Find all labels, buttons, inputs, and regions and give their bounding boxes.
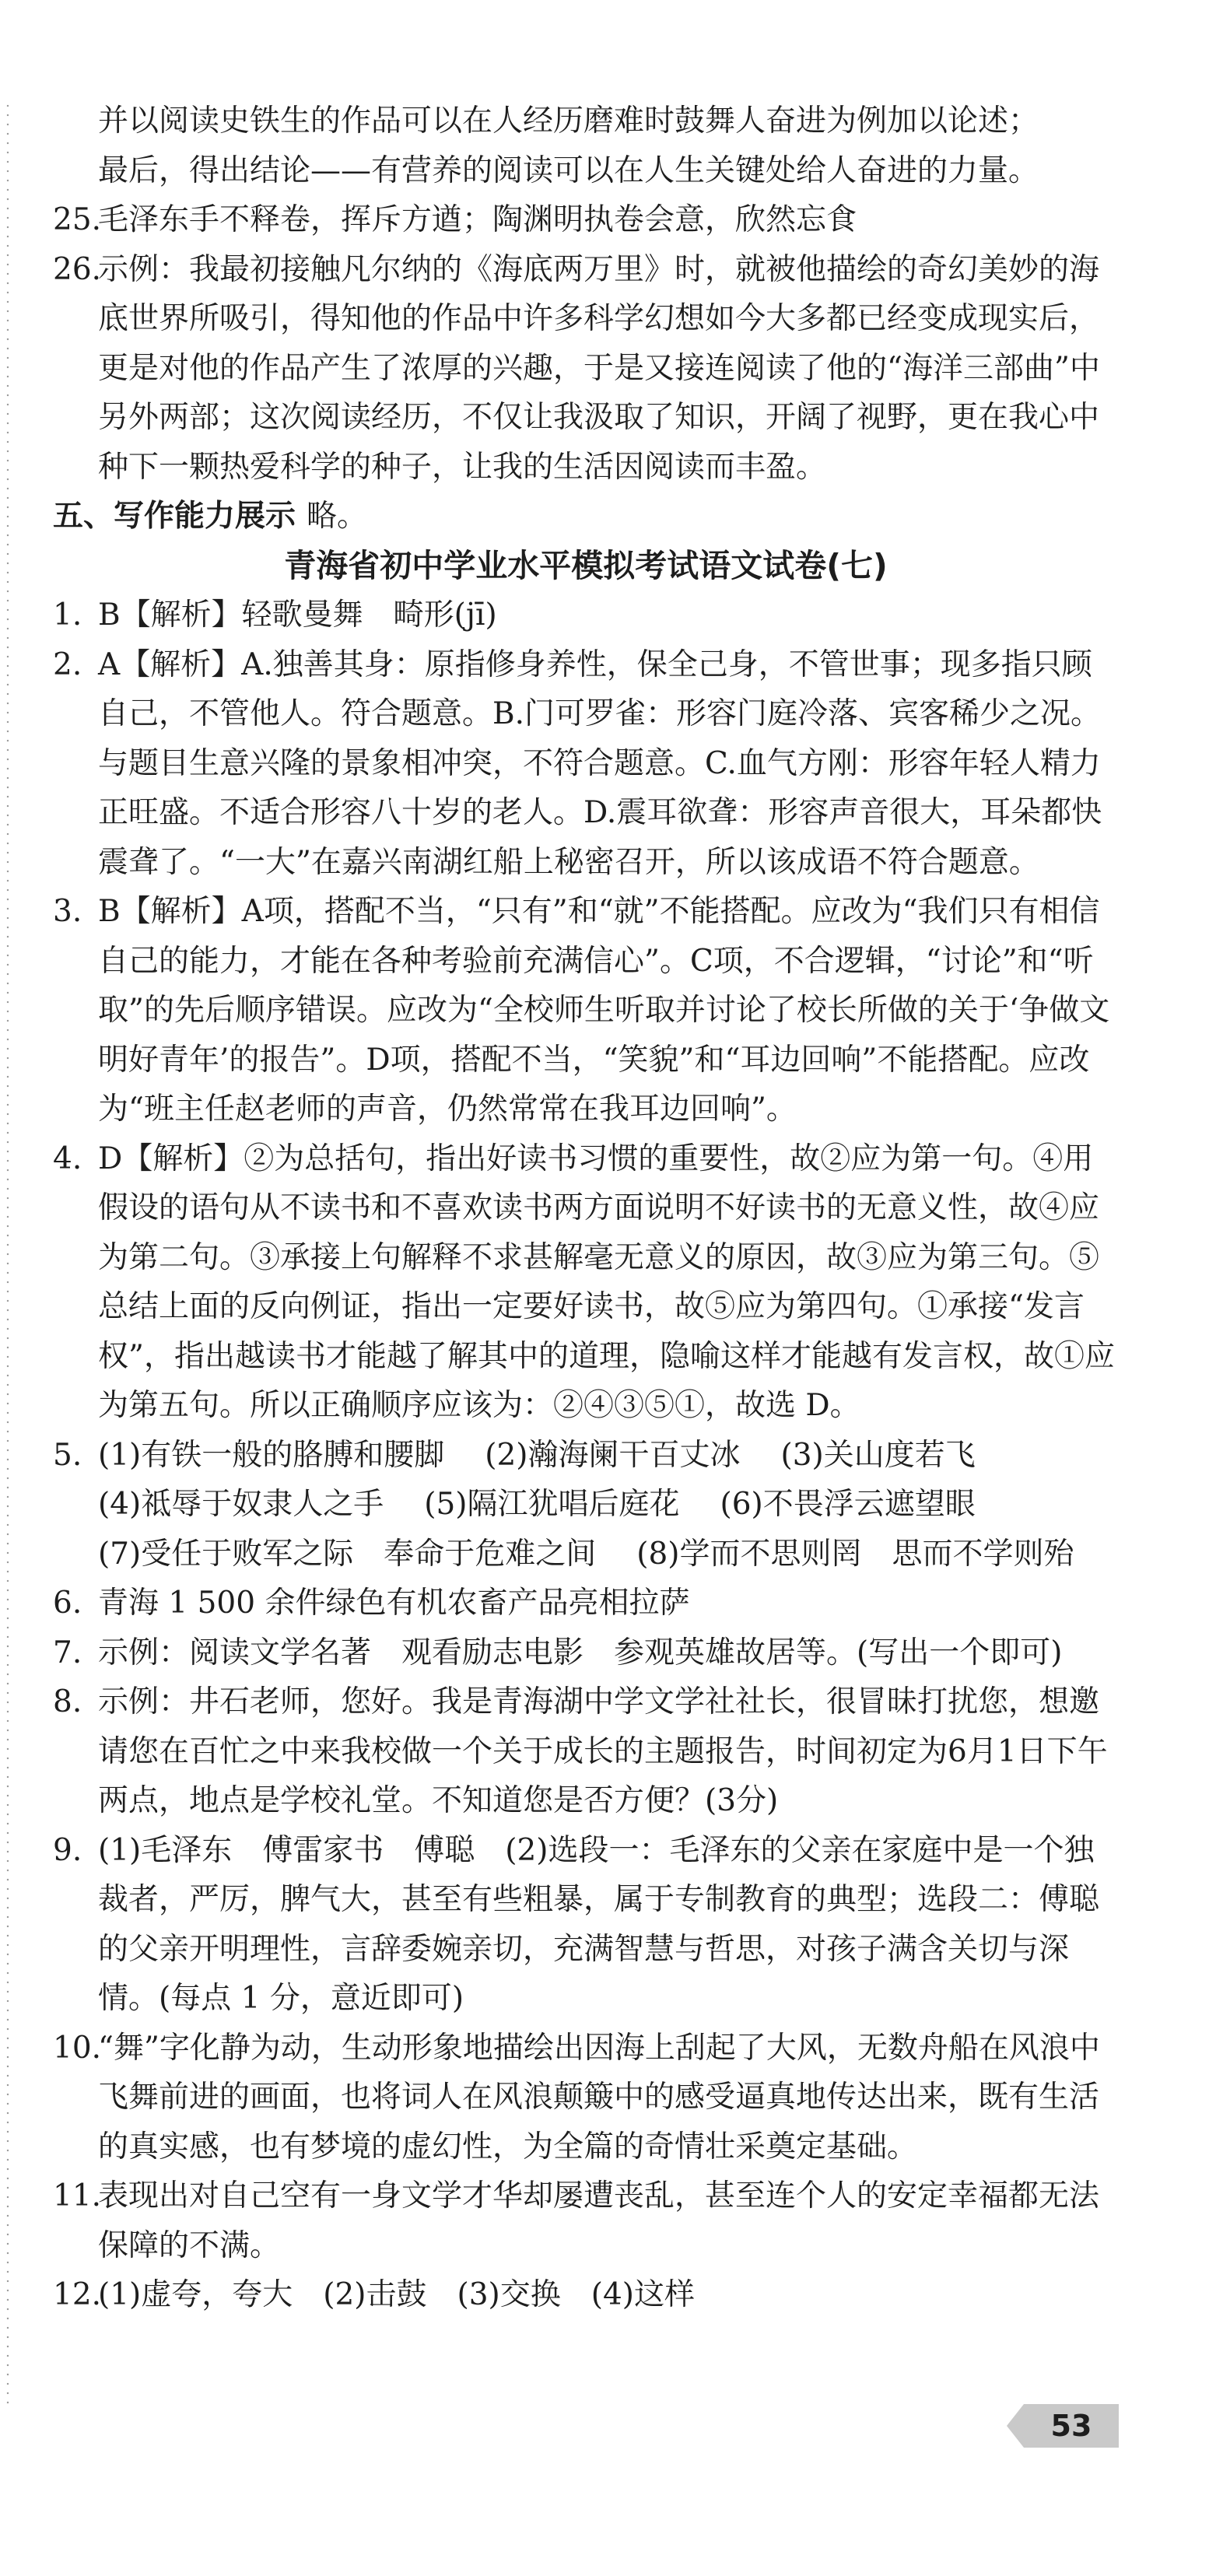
answer-item: [53, 2270, 1119, 2320]
poetry-entry: (8)学而不思则罔 思而不学则殆: [636, 1536, 1074, 1572]
answer-item: [53, 245, 1119, 492]
section-heading: [53, 492, 1119, 541]
answer-number: 6.: [53, 1586, 82, 1621]
answer-page: [53, 96, 1119, 2320]
answer-text: 示例：我最初接触凡尔纳的《海底两万里》时，就被他描绘的奇幻美妙的海底世界所吸引，得知他的作品中许多科学幻想如今大多都已经变成现实后，更是对他的作品产生了浓厚的兴趣，于是又接连阅读了他的“海洋三部曲”中另外两部；这次阅读经历，不仅让我汲取了知识，开阔了视野，更在我心中种下一颗热爱科学的种子，让我的生活因阅读而丰盈。: [98, 251, 1100, 485]
answer-item: [53, 640, 1119, 888]
answer-number: 8.: [53, 1684, 82, 1719]
answer-number: 1.: [53, 598, 82, 633]
answer-number: 4.: [53, 1141, 82, 1176]
section-heading-note: 略。: [307, 499, 368, 534]
answer-number: 2.: [53, 647, 82, 682]
carryover-line: 最后，得出结论——有营养的阅读可以在人生关键处给人奋进的力量。: [98, 152, 1039, 188]
answer-item-poetry: [53, 1431, 1119, 1579]
answer-number: 10.: [53, 2030, 102, 2066]
answer-text: D【解析】②为总括句，指出好读书习惯的重要性，故②应为第一句。④用假设的语句从不读书和不喜欢读书两方面说明不好读书的无意义性，故④应为第二句。③承接上句解释不求甚解毫无意义的原因，故③应为第三句。⑤总结上面的反向例证，指出一定要好读书，故⑤应为第四句。①承接“发言权”，指出越读书才能越了解其中的道理，隐喻这样才能越有发言权，故①应为第五句。所以正确顺序应该为：②④③⑤①，故选 D。: [98, 1141, 1115, 1423]
answer-item: [53, 1134, 1119, 1431]
poetry-entry: (6)不畏浮云遮望眼: [720, 1487, 976, 1522]
answer-item: [53, 2171, 1119, 2270]
answer-number: 7.: [53, 1635, 82, 1670]
answer-number: 26.: [53, 251, 102, 287]
exam-title: 青海省初中学业水平模拟考试语文试卷(七): [284, 546, 888, 584]
answer-text: 表现出对自己空有一身文学才华却屡遭丧乱，甚至连个人的安定幸福都无法保障的不满。: [98, 2178, 1100, 2263]
answer-text: B【解析】轻歌曼舞 畸形(jī): [98, 598, 497, 633]
answer-item: [53, 1579, 1119, 1628]
answer-number: 12.: [53, 2277, 102, 2312]
answer-item: [53, 887, 1119, 1134]
poetry-entry: (4)祗辱于奴隶人之手: [98, 1487, 384, 1522]
page-number-tab: 53: [1024, 2404, 1119, 2448]
answer-number: 3.: [53, 894, 82, 929]
section-heading-label: 五、写作能力展示: [53, 498, 296, 534]
answer-text: A【解析】A.独善其身：原指修身养性，保全己身，不管世事；现多指只顾自己，不管他人。符合题意。B.门可罗雀：形容门庭冷落、宾客稀少之况。与题目生意兴隆的景象相冲突，不符合题意。C.血气方刚：形容年轻人精力正旺盛。不适合形容八十岁的老人。D.震耳欲聋：形容声音很大，耳朵都快震聋了。“一大”在嘉兴南湖红船上秘密召开，所以该成语不符合题意。: [98, 647, 1102, 880]
answer-number: 5.: [53, 1437, 82, 1473]
answer-number: 11.: [53, 2178, 102, 2213]
answer-number: 25.: [53, 202, 102, 237]
answer-text: 示例：阅读文学名著 观看励志电影 参观英雄故居等。(写出一个即可): [98, 1635, 1063, 1670]
answer-item: [53, 1826, 1119, 2024]
answer-text: (1)虚夸，夸大 (2)击鼓 (3)交换 (4)这样: [98, 2277, 695, 2312]
poetry-row: [98, 1431, 1119, 1481]
answer-item: [53, 195, 1119, 245]
answer-text: B【解析】A项，搭配不当，“只有”和“就”不能搭配。应改为“我们只有相信自己的能力，才能在各种考验前充满信心”。C项，不合逻辑，“讨论”和“听取”的先后顺序错误。应改为“全校师生听取并讨论了校长所做的关于‘争做文明好青年’的报告”。D项，搭配不当，“笑貌”和“耳边回响”不能搭配。应改为“班主任赵老师的声音，仍然常常在我耳边回响”。: [98, 894, 1110, 1127]
poetry-entry: (7)受任于败军之际 奉命于危难之间: [98, 1536, 597, 1572]
answer-text: 示例：井石老师，您好。我是青海湖中学文学社社长，很冒昧打扰您，想邀请您在百忙之中来我校做一个关于成长的主题报告，时间初定为6月1日下午两点，地点是学校礼堂。不知道您是否方便？(3分): [98, 1684, 1108, 1818]
answer-text: 毛泽东手不释卷，挥斥方遒；陶渊明执卷会意，欣然忘食: [98, 202, 857, 237]
poetry-entry: (2)瀚海阑干百丈冰: [485, 1437, 741, 1473]
poetry-row: [98, 1480, 1119, 1530]
carryover-line: 并以阅读史铁生的作品可以在人经历磨难时鼓舞人奋进为例加以论述；: [98, 103, 1039, 138]
poetry-entry: (1)有铁一般的胳膊和腰脚: [98, 1437, 445, 1473]
answer-text: (1)毛泽东 傅雷家书 傅聪 (2)选段一：毛泽东的父亲在家庭中是一个独裁者，严厉，脾气大，甚至有些粗暴，属于专制教育的典型；选段二：傅聪的父亲开明理性，言辞委婉亲切，充满智慧与哲思，对孩子满含关切与深情。(每点 1 分，意近即可): [98, 1832, 1100, 2016]
answer-item: [53, 1677, 1119, 1826]
answer-text: 青海 1 500 余件绿色有机农畜产品亮相拉萨: [98, 1586, 690, 1621]
answer-item: [53, 2024, 1119, 2172]
poetry-row: [98, 1530, 1119, 1579]
binding-edge-dots: [6, 101, 9, 2404]
answer-number: 9.: [53, 1832, 82, 1868]
poetry-entry: (3)关山度若飞: [780, 1437, 976, 1473]
poetry-entry: (5)隔江犹唱后庭花: [424, 1487, 680, 1522]
answer-item: [53, 1628, 1119, 1678]
answer-text: “舞”字化静为动，生动形象地描绘出因海上刮起了大风，无数舟船在风浪中飞舞前进的画面，也将词人在风浪颠簸中的感受逼真地传达出来，既有生活的真实感，也有梦境的虚幻性，为全篇的奇情壮采奠定基础。: [98, 2030, 1100, 2164]
answer-item: [53, 591, 1119, 640]
